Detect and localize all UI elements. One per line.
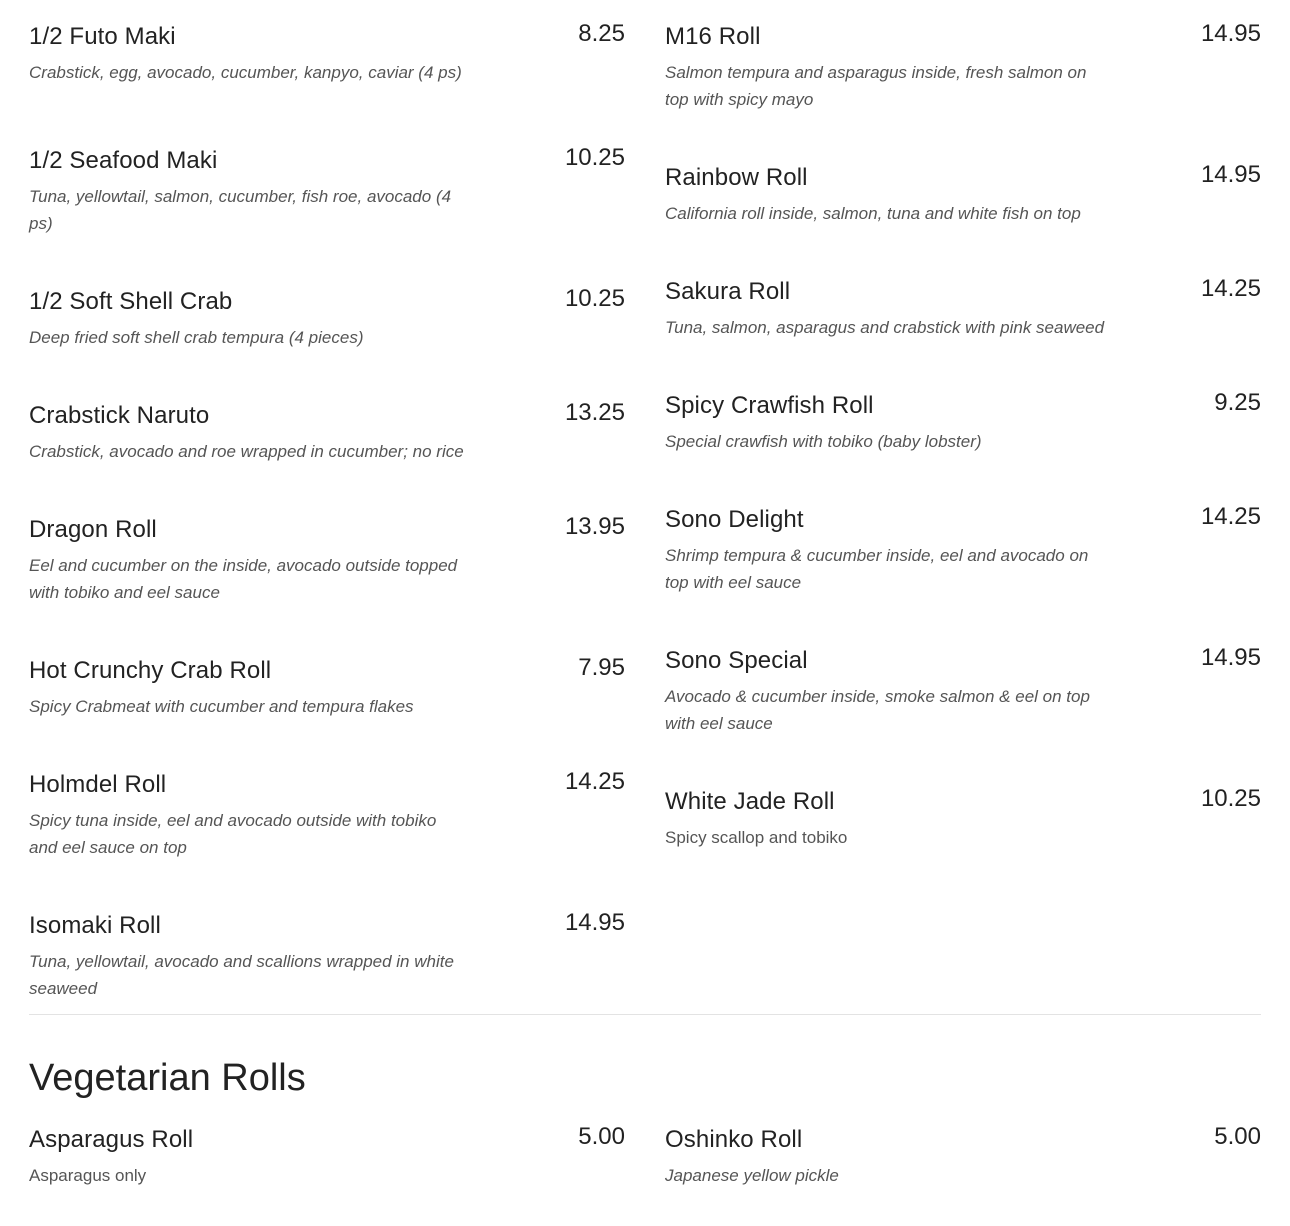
menu-item: [665, 113, 1261, 227]
item-name: White Jade Roll: [665, 788, 835, 815]
item-description: Special crawfish with tobiko (baby lobster): [665, 432, 982, 451]
item-name: Crabstick Naruto: [29, 402, 210, 429]
item-name: Hot Crunchy Crab Roll: [29, 657, 272, 684]
rolls-grid: [29, 0, 1261, 1002]
menu-item: [29, 861, 625, 1002]
item-description: Crabstick, egg, avocado, cucumber, kanpyo, caviar (4 ps): [29, 63, 462, 82]
item-price: 14.25: [1200, 275, 1261, 302]
item-name: 1/2 Seafood Maki: [29, 147, 218, 174]
menu-item: [29, 0, 625, 86]
rolls-column-left: [29, 0, 625, 1002]
item-price: 14.25: [1200, 503, 1261, 530]
item-name: Sono Delight: [665, 506, 804, 533]
item-description: Japanese yellow pickle: [665, 1166, 839, 1185]
item-price: 14.95: [564, 909, 625, 936]
item-description: Tuna, yellowtail, salmon, cucumber, fish roe, avocado (4 ps): [29, 187, 452, 233]
item-description: Tuna, yellowtail, avocado and scallions wrapped in white seaweed: [29, 952, 454, 998]
vegetarian-grid: [29, 1103, 1261, 1189]
menu-item: [665, 1103, 1261, 1189]
menu-item: [29, 720, 625, 861]
item-price: 10.25: [1200, 785, 1261, 812]
item-price: 9.25: [1214, 389, 1261, 416]
item-description: Shrimp tempura & cucumber inside, eel and avocado on top with eel sauce: [665, 546, 1089, 592]
menu-item: [29, 465, 625, 606]
item-description: Eel and cucumber on the inside, avocado outside topped with tobiko and eel sauce: [29, 556, 458, 602]
item-description: Asparagus only: [29, 1166, 147, 1185]
menu-item: [665, 596, 1261, 737]
menu-item: [29, 1103, 625, 1189]
item-name: Sakura Roll: [665, 278, 791, 305]
item-price: 13.95: [564, 513, 625, 540]
item-description: Spicy scallop and tobiko: [665, 828, 848, 847]
item-description: California roll inside, salmon, tuna and white fish on top: [665, 204, 1081, 223]
item-price: 14.95: [1200, 161, 1261, 188]
item-description: Tuna, salmon, asparagus and crabstick with pink seaweed: [665, 318, 1105, 337]
item-description: Crabstick, avocado and roe wrapped in cucumber; no rice: [29, 442, 464, 461]
rolls-column-right: [665, 0, 1261, 1002]
item-name: Asparagus Roll: [29, 1126, 194, 1153]
item-price: 7.95: [578, 654, 625, 681]
menu-item: [29, 237, 625, 351]
item-description: Salmon tempura and asparagus inside, fresh salmon on top with spicy mayo: [665, 63, 1087, 109]
item-name: M16 Roll: [665, 23, 761, 50]
item-description: Spicy tuna inside, eel and avocado outside with tobiko and eel sauce on top: [29, 811, 437, 857]
item-price: 14.25: [564, 768, 625, 795]
item-name: Rainbow Roll: [665, 164, 808, 191]
vegetarian-column-left: [29, 1103, 625, 1189]
menu-item: [29, 606, 625, 720]
item-name: Sono Special: [665, 647, 808, 674]
menu-item: [665, 455, 1261, 596]
item-price: 14.95: [1200, 20, 1261, 47]
section-divider: [29, 1014, 1261, 1015]
item-price: 10.25: [564, 144, 625, 171]
item-description: Avocado & cucumber inside, smoke salmon & eel on top with eel sauce: [665, 687, 1090, 733]
menu-item: [665, 737, 1261, 851]
menu-item: [665, 341, 1261, 455]
menu-item: [29, 86, 625, 237]
menu-item: [29, 351, 625, 465]
item-name: 1/2 Futo Maki: [29, 23, 176, 50]
item-description: Spicy Crabmeat with cucumber and tempura flakes: [29, 697, 414, 716]
vegetarian-column-right: [665, 1103, 1261, 1189]
item-price: 13.25: [564, 399, 625, 426]
item-name: Dragon Roll: [29, 516, 157, 543]
item-price: 5.00: [1214, 1123, 1261, 1150]
item-description: Deep fried soft shell crab tempura (4 pieces): [29, 328, 364, 347]
item-price: 14.95: [1200, 644, 1261, 671]
menu-item: [665, 227, 1261, 341]
item-price: 5.00: [578, 1123, 625, 1150]
item-name: Spicy Crawfish Roll: [665, 392, 874, 419]
item-name: Oshinko Roll: [665, 1126, 803, 1153]
item-price: 10.25: [564, 285, 625, 312]
item-name: 1/2 Soft Shell Crab: [29, 288, 233, 315]
item-name: Holmdel Roll: [29, 771, 167, 798]
item-name: Isomaki Roll: [29, 912, 161, 939]
section-title: Vegetarian Rolls: [29, 1057, 306, 1099]
item-price: 8.25: [578, 20, 625, 47]
menu-item: [665, 0, 1261, 113]
